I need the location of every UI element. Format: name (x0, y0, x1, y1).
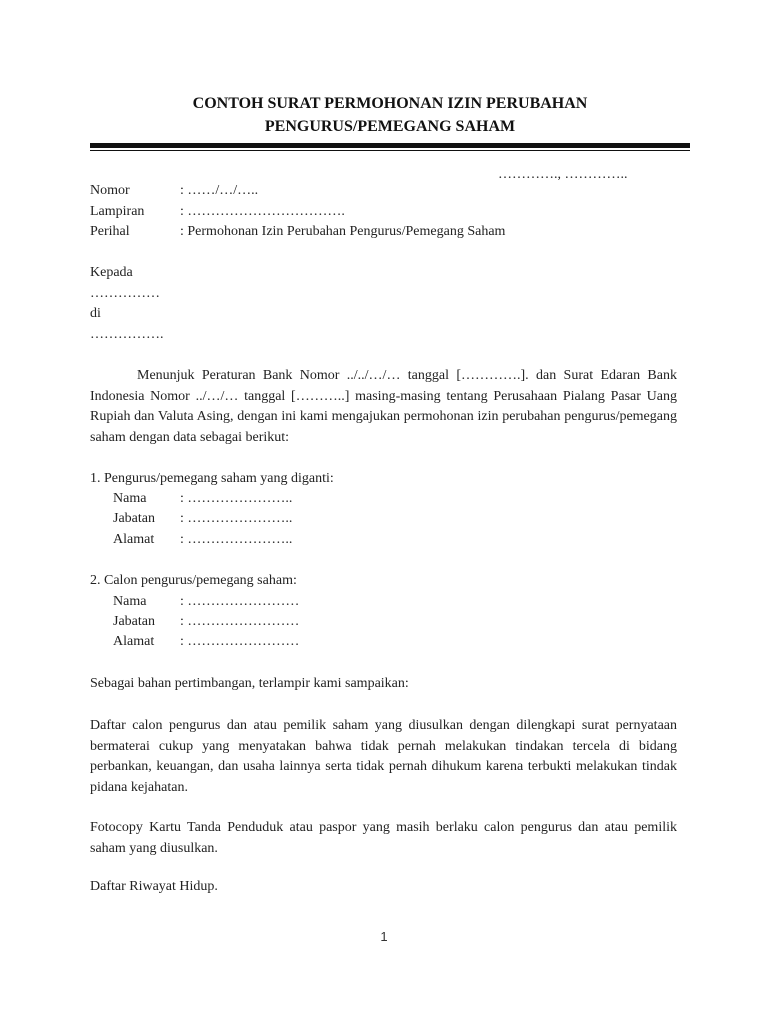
recipient-di: di (90, 306, 101, 321)
attachment-2-paragraph: Fotocopy Kartu Tanda Penduduk atau paspor yang masih berlaku calon pengurus dan atau pemilik saham yang diusulkan. (90, 820, 677, 856)
section-2-label-nama: Nama (113, 594, 147, 609)
field-value-lampiran: : ……………………………. (180, 204, 345, 219)
section-2-value-alamat: : …………………… (180, 634, 300, 649)
section-1-value-alamat: : ………………….. (180, 532, 293, 547)
title-rule-thick (90, 143, 690, 148)
section-2-value-jabatan: : …………………… (180, 614, 300, 629)
recipient-kepada: Kepada (90, 265, 133, 280)
section-2-value-nama: : …………………… (180, 594, 300, 609)
section-1-value-jabatan: : ………………….. (180, 511, 293, 526)
field-value-nomor: : ……/…/….. (180, 183, 259, 198)
section-2-label-jabatan: Jabatan (113, 614, 155, 629)
page-number: 1 (380, 929, 388, 944)
section-1-label-alamat: Alamat (113, 532, 155, 547)
attachment-1-paragraph: Daftar calon pengurus dan atau pemilik saham yang diusulkan dengan dilengkapi surat pernyataan bermaterai cukup yang menyatakan bahwa tidak pernah melakukan tindakan tercela di bidang perbankan, keuangan, dan usaha lainnya serta tidak pernah dihukum karena terbukti melakukan tindak pidana kejahatan. (90, 718, 677, 795)
intro-paragraph: Menunjuk Peraturan Bank Nomor ../../…/… tanggal [………….]. dan Surat Edaran Bank Indonesia Nomor ../…/… tanggal [………..] masing-masing tentang Perusahaan Pialang Pasar Uang Rupiah dan Valuta Asing, dengan ini kami mengajukan permohonan izin perubahan pengurus/pemegang saham dengan data sebagai berikut: (90, 368, 677, 445)
document-title-line-1: CONTOH SURAT PERMOHONAN IZIN PERUBAHAN (192, 95, 588, 112)
attachment-3-paragraph: Daftar Riwayat Hidup. (90, 879, 218, 894)
title-rule-thin (90, 150, 690, 151)
field-label-perihal: Perihal (90, 224, 130, 239)
section-2-heading: 2. Calon pengurus/pemegang saham: (90, 573, 297, 588)
field-value-perihal: : Permohonan Izin Perubahan Pengurus/Pemegang Saham (180, 224, 506, 239)
recipient-place: ……………. (90, 327, 164, 342)
section-2-label-alamat: Alamat (113, 634, 155, 649)
field-label-lampiran: Lampiran (90, 204, 145, 219)
attachments-intro: Sebagai bahan pertimbangan, terlampir kami sampaikan: (90, 676, 409, 691)
date-line: …………., ………….. (498, 167, 628, 182)
section-1-value-nama: : ………………….. (180, 491, 293, 506)
section-1-heading: 1. Pengurus/pemegang saham yang diganti: (90, 471, 334, 486)
section-1-label-jabatan: Jabatan (113, 511, 155, 526)
recipient-name: …………… (90, 286, 160, 301)
document-title-line-2: PENGURUS/PEMEGANG SAHAM (264, 118, 516, 135)
field-label-nomor: Nomor (90, 183, 130, 198)
section-1-label-nama: Nama (113, 491, 147, 506)
